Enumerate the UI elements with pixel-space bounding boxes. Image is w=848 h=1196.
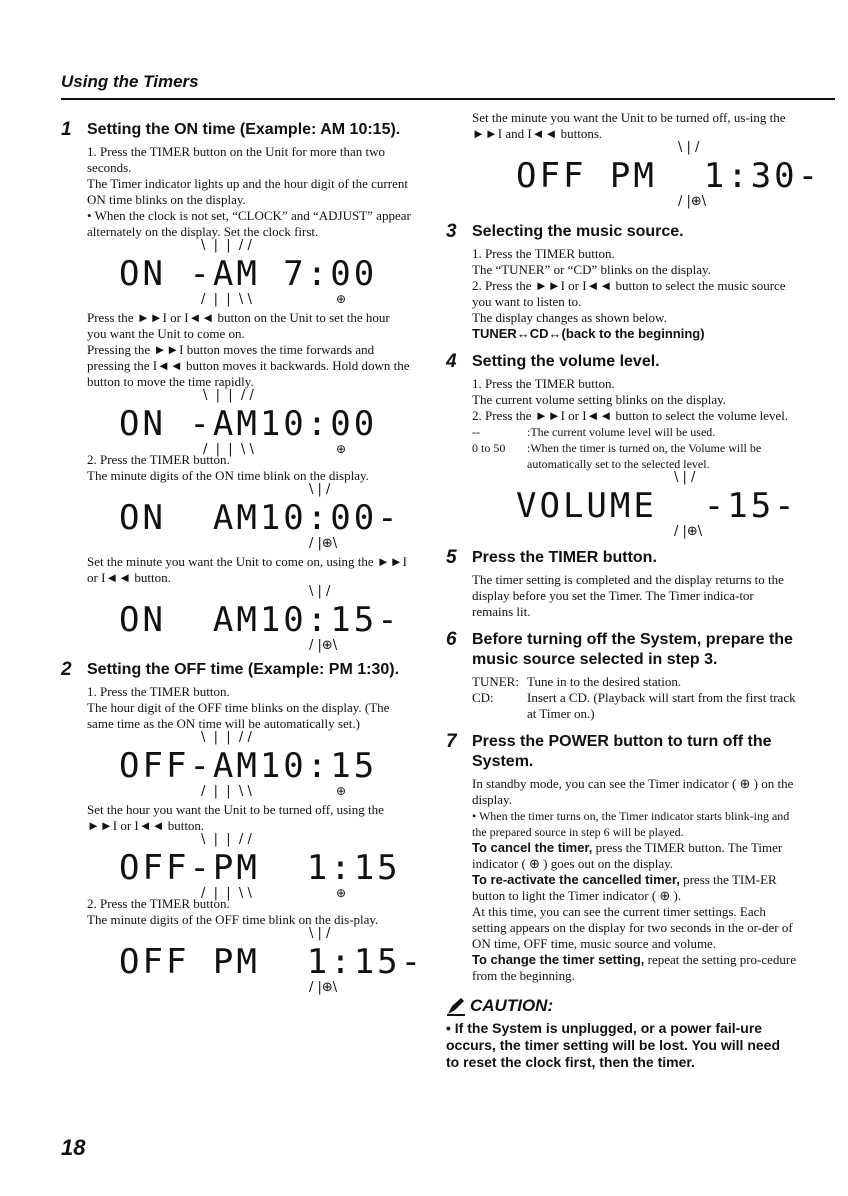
caution-block <box>446 996 796 1071</box>
timer-icon: ⊕ <box>336 886 347 900</box>
header-rule <box>61 98 835 100</box>
s2-instruction-1: 1. Press the TIMER button. <box>87 684 230 699</box>
s2-instruction-2: 2. Press the TIMER button. <box>87 896 230 911</box>
s7-text-1: In standby mode, you can see the Timer indicator ( ⊕ ) on the display. <box>472 776 794 807</box>
volume-option-row: 0 to 50 :When the timer is turned on, the Volume will be automatically set to the selected level. <box>472 441 762 471</box>
step-3-heading: 3 Selecting the music source. <box>446 221 684 242</box>
page-number: 18 <box>61 1135 86 1160</box>
timer-icon: ⊕ <box>336 292 347 306</box>
step-6-heading: 6 Before turning off the System, prepare the music source selected in step 3. <box>446 629 793 668</box>
lcd-display-on-am7: \ | | / / ON -AM 7:00 / | | \ \ ⊕ <box>119 238 378 307</box>
lcd-display-on-am1015: \ | / ON AM10:15- / |⊕\ <box>119 584 401 653</box>
s1-instruction-2b: The minute digits of the ON time blink on the display. <box>87 468 369 483</box>
change-timer-text: To change the timer setting, repeat the setting pro-cedure from the beginning. <box>472 952 796 983</box>
step-4-heading: 4 Setting the volume level. <box>446 351 660 372</box>
s3-instruction-1b: The “TUNER” or “CD” blinks on the display. <box>472 262 711 277</box>
s1-instruction-2: 2. Press the TIMER button. <box>87 452 230 467</box>
s1-instruction-1b: The Timer indicator lights up and the hour digit of the current ON time blinks on the display. <box>87 176 408 207</box>
source-prep-row: TUNER: Tune in to the desired station. <box>472 674 682 689</box>
s3-instruction-1: 1. Press the TIMER button. <box>472 246 615 261</box>
s2-text-2: Set the minute you want the Unit to be turned off, us-ing the ►►I and I◄◄ buttons. <box>472 110 786 141</box>
s1-text-4: Set the minute you want the Unit to come on, using the ►►I or I◄◄ button. <box>87 554 407 585</box>
cancel-timer-text: To cancel the timer, press the TIMER button. The Timer indicator ( ⊕ ) goes out on the display. <box>472 840 783 871</box>
source-sequence: TUNER↔CD↔(back to the beginning) <box>472 326 705 341</box>
lcd-display-off-am: \ | | / / OFF-AM10:15 / | | \ \ ⊕ <box>119 730 378 799</box>
s3-instruction-2: 2. Press the ►►I or I◄◄ button to select the music source you want to listen to. <box>472 278 786 309</box>
step-5-heading: 5 Press the TIMER button. <box>446 547 657 568</box>
s4-instruction-1b: The current volume setting blinks on the display. <box>472 392 727 407</box>
right-column <box>446 110 822 1071</box>
reactivate-timer-text: To re-activate the cancelled timer, press the TIM-ER button to light the Timer indicator ( ⊕ ). <box>472 872 777 903</box>
s4-instruction-2: 2. Press the ►►I or I◄◄ button to select the volume level. <box>472 408 789 423</box>
s2-instruction-1b: The hour digit of the OFF time blinks on the display. (The same time as the ON time will be automatically set.) <box>87 700 390 731</box>
page-header: Using the Timers <box>61 72 199 91</box>
timer-icon: ⊕ <box>336 442 347 456</box>
caution-pencil-icon <box>446 996 466 1016</box>
caution-text: • If the System is unplugged, or a power fail-ure occurs, the timer setting will be lost. You will need to reset the clock first, then the timer. <box>446 1020 780 1070</box>
caution-label: CAUTION: <box>470 996 554 1015</box>
s4-instruction-1: 1. Press the TIMER button. <box>472 376 615 391</box>
s1-text-2: Press the ►►I or I◄◄ button on the Unit to set the hour you want the Unit to come on. <box>87 310 390 341</box>
s5-text: The timer setting is completed and the display returns to the display before you set the Timer. The Timer indica-tor remains lit. <box>472 572 784 619</box>
lcd-display-off-pm-minutes: \ | / OFF PM 1:15- / |⊕\ <box>119 926 425 995</box>
reactivate-timer-detail: At this time, you can see the current timer settings. Each setting appears on the display for two seconds in the or-der of ON time, OFF time, music source and volume. <box>472 904 793 951</box>
lcd-display-on-am10: \ | | / / ON -AM10:00 / | | \ \ ⊕ <box>119 388 378 457</box>
s1-instruction-1: 1. Press the TIMER button on the Unit for more than two seconds. <box>87 144 386 175</box>
step-1-heading: 1 Setting the ON time (Example: AM 10:15). <box>61 119 401 140</box>
step-2-heading: 2 Setting the OFF time (Example: PM 1:30). <box>61 659 400 680</box>
timer-icon: ⊕ <box>336 784 347 798</box>
lcd-display-volume: \ | / VOLUME -15- / |⊕\ <box>516 470 798 539</box>
s1-text-3: Pressing the ►►I button moves the time forwards and pressing the I◄◄ button moves it backwards. Hold down the button to move the time rapidly. <box>87 342 410 389</box>
step-7-heading: 7 Press the POWER button to turn off the System. <box>446 731 772 770</box>
source-prep-row: CD: Insert a CD. (Playback will start from the first track at Timer on.) <box>472 690 796 721</box>
lcd-display-off-pm130: \ | / OFF PM 1:30- / |⊕\ <box>516 140 822 209</box>
lcd-display-on-minutes: \ | / ON AM10:00- / |⊕\ <box>119 482 401 551</box>
lcd-display-off-pm-hour: \ | | / / OFF-PM 1:15 / | | \ \ ⊕ <box>119 832 401 901</box>
left-column <box>61 110 425 998</box>
volume-option-row: -- :The current volume level will be used. <box>472 425 716 439</box>
s2-instruction-2b: The minute digits of the OFF time blink on the dis-play. <box>87 912 379 927</box>
s1-bullet: • When the clock is not set, “CLOCK” and “ADJUST” appear alternately on the display. Set the clock first. <box>87 208 411 239</box>
s7-bullet: • When the timer turns on, the Timer indicator starts blink-ing and the prepared source in step 6 will be played. <box>472 809 790 839</box>
s2-text-1: Set the hour you want the Unit to be turned off, using the ►►I or I◄◄ button. <box>87 802 384 833</box>
s3-instruction-2b: The display changes as shown below. <box>472 310 667 325</box>
